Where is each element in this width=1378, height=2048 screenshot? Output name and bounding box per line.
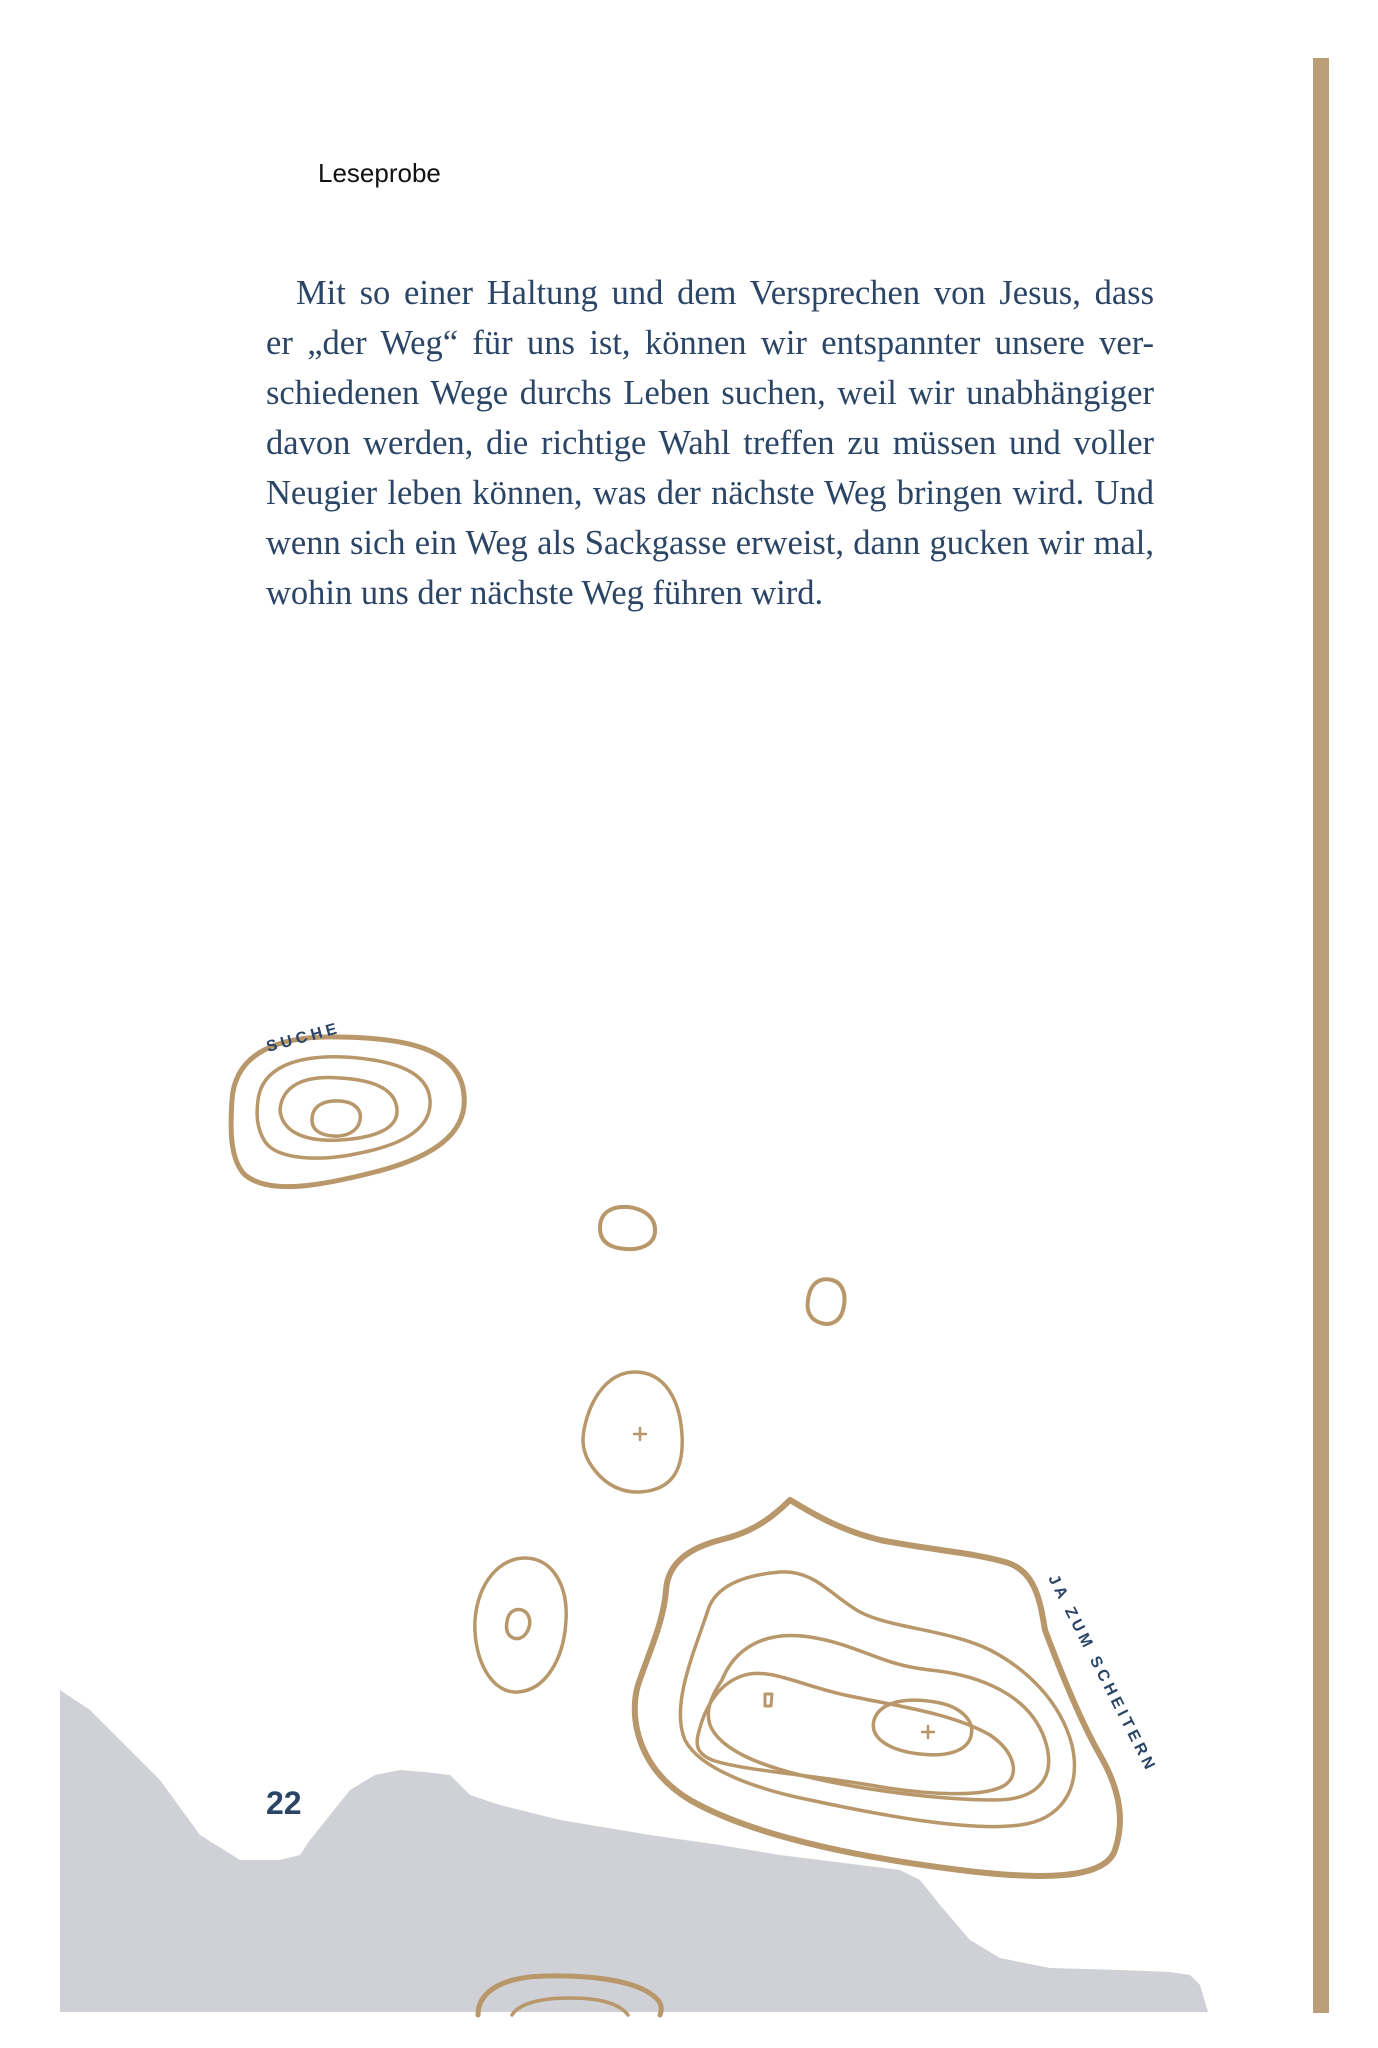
contour-line [280,1077,397,1140]
contour-line [765,1694,772,1706]
paragraph-line: davon werden, die richtige Wahl treffen zu müssen und voller [266,424,1154,462]
cross-marker [922,1726,934,1738]
contour-line [257,1057,430,1158]
paragraph-line: wohin uns der nächste Weg führen wird. [266,574,824,612]
page-header: Leseprobe [318,158,441,188]
contour-line [873,1700,971,1755]
contour-small [808,1279,845,1324]
paragraph-line: er „der Weg“ für uns ist, können wir entspannter unsere ver- [266,324,1154,362]
contour-line [312,1101,360,1136]
paragraph-line: wenn sich ein Weg als Sackgasse erweist, dann gucken wir mal, [266,524,1154,562]
contour-line [583,1372,682,1492]
contour-outer [635,1500,1120,1876]
contour-small [600,1207,655,1249]
terrain-silhouette [60,1690,1208,2012]
paragraph-line: Mit so einer Haltung und dem Versprechen von Jesus, dass [296,274,1154,312]
map-label-failure: JA ZUM SCHEITERN [1044,1572,1160,1776]
paragraph-line: Neugier leben können, was der nächste Weg bringen wird. Und [266,474,1154,512]
contour-line [708,1635,1048,1800]
page-number: 22 [266,1785,302,1821]
cross-marker [634,1428,646,1440]
contour-line [475,1558,566,1692]
contour-line [506,1610,529,1639]
map-label-search: SUCHE [264,1019,343,1056]
paragraph-line: schiedenen Wege durchs Leben suchen, weil wir unabhängiger [266,374,1154,412]
contour-line [697,1673,1013,1793]
